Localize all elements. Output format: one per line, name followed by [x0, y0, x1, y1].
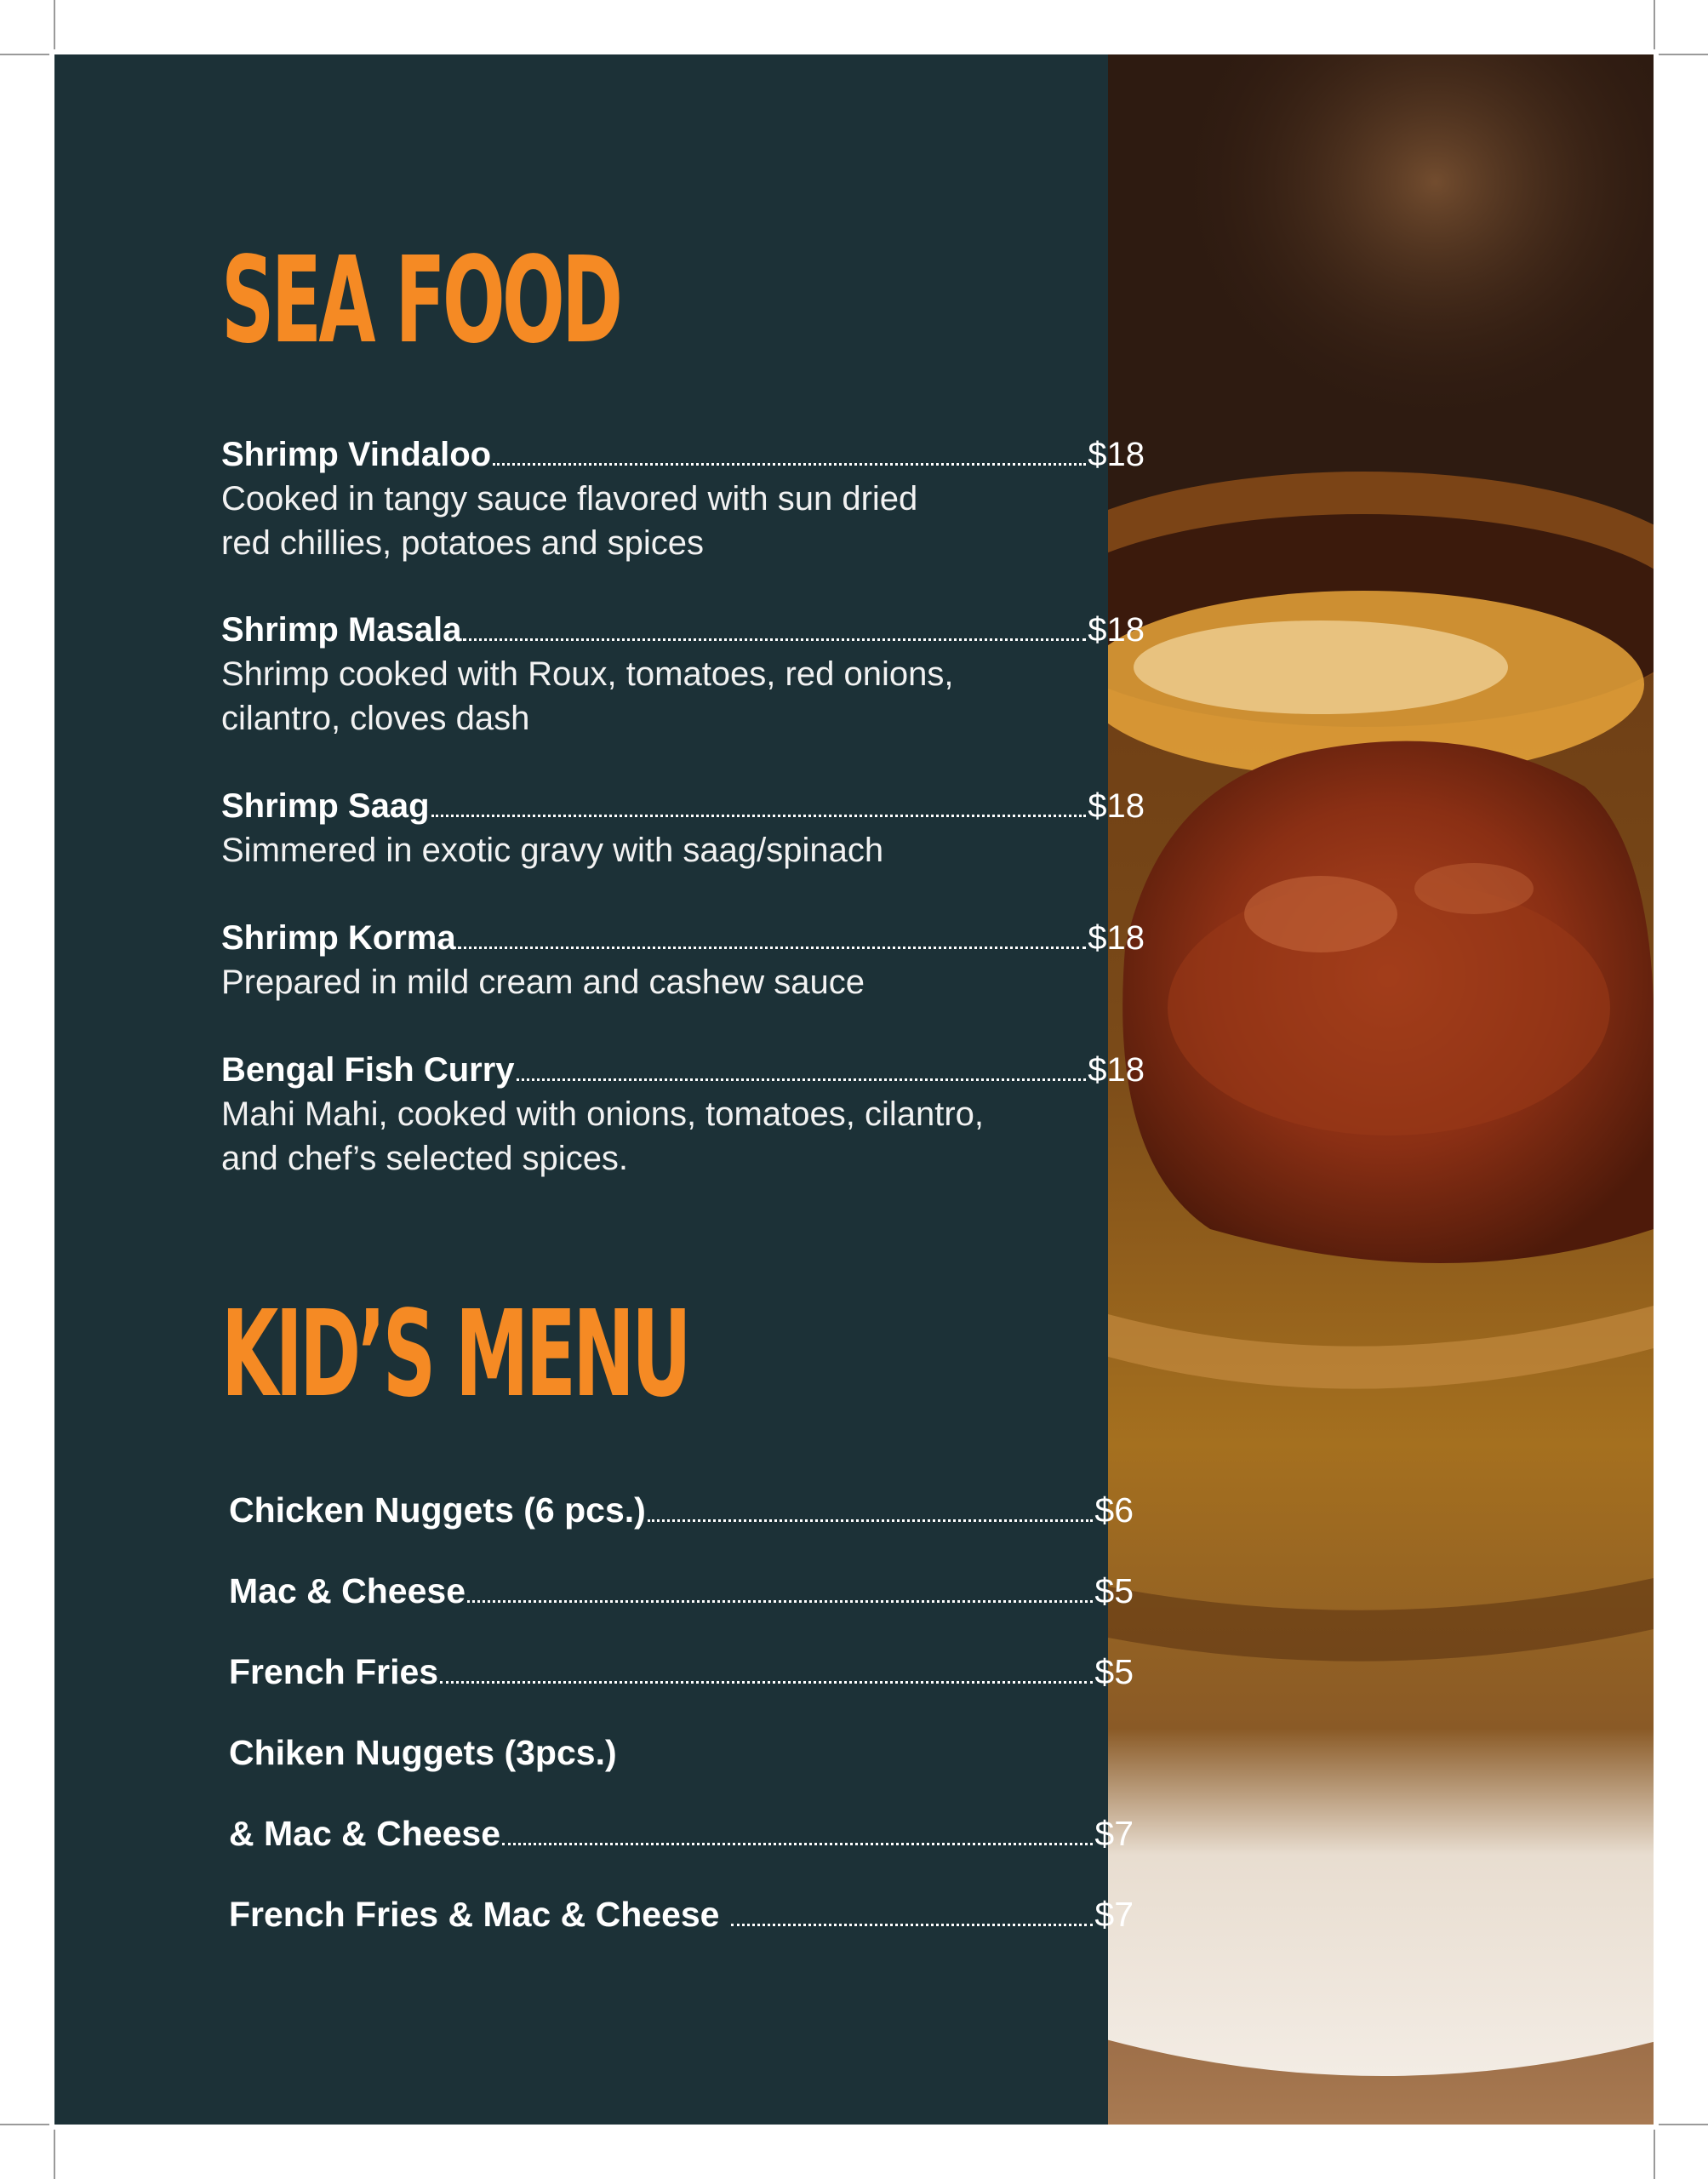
item-price: $18 — [1088, 787, 1145, 825]
menu-item — [221, 784, 1145, 872]
menu-item — [221, 1048, 1145, 1181]
menu-item — [229, 1811, 1134, 1856]
dot-leader — [493, 463, 1086, 466]
menu-item — [229, 1650, 1134, 1694]
dot-leader — [431, 815, 1087, 817]
item-name: Bengal Fish Curry — [221, 1051, 515, 1089]
item-description — [221, 828, 1021, 872]
dot-leader — [458, 947, 1087, 949]
dot-leader — [731, 1924, 1093, 1926]
item-name: Chicken Nuggets (6 pcs.) — [229, 1490, 646, 1530]
item-name: & Mac & Cheese — [229, 1814, 501, 1853]
crop-mark — [1654, 0, 1655, 49]
item-description — [221, 652, 1021, 741]
kids-menu-title: KID’S MENU — [221, 1285, 688, 1424]
menu-item — [229, 1488, 1134, 1532]
crop-mark — [54, 2130, 55, 2179]
item-price: $7 — [1094, 1814, 1134, 1853]
food-photo — [1108, 54, 1654, 2125]
menu-item — [221, 432, 1145, 565]
item-name: Shrimp Saag — [221, 787, 430, 825]
curry-pot-image — [1108, 54, 1654, 2125]
menu-item — [229, 1730, 1134, 1775]
description-line: Prepared in mild cream and cashew sauce — [221, 964, 865, 1001]
description-line: Cooked in tangy sauce flavored with sun dried — [221, 480, 918, 518]
dot-leader — [463, 638, 1086, 641]
item-description — [221, 477, 1021, 565]
description-line: Simmered in exotic gravy with saag/spinach — [221, 832, 884, 869]
crop-mark — [1659, 54, 1708, 55]
menu-item — [229, 1892, 1134, 1936]
menu-page — [54, 54, 1654, 2125]
item-price: $6 — [1094, 1490, 1134, 1530]
crop-mark — [0, 54, 49, 55]
crop-mark — [1659, 2124, 1708, 2125]
menu-item — [229, 1569, 1134, 1613]
description-line: Shrimp cooked with Roux, tomatoes, red onions, — [221, 655, 954, 693]
item-price: $18 — [1088, 919, 1145, 957]
dot-leader — [502, 1843, 1093, 1845]
crop-mark — [1654, 2130, 1655, 2179]
description-line: red chillies, potatoes and spices — [221, 524, 704, 562]
description-line: cilantro, cloves dash — [221, 700, 530, 737]
menu-item — [221, 916, 1145, 1004]
item-description — [221, 1092, 1021, 1181]
dot-leader — [467, 1600, 1093, 1603]
seafood-title: SEA FOOD — [221, 232, 620, 370]
item-price: $18 — [1088, 611, 1145, 649]
item-description — [221, 960, 1021, 1004]
item-name: Shrimp Korma — [221, 919, 456, 957]
item-name: French Fries & Mac & Cheese — [229, 1895, 720, 1934]
dot-leader — [517, 1078, 1087, 1081]
item-name: Mac & Cheese — [229, 1571, 466, 1610]
description-line: and chef’s selected spices. — [221, 1140, 629, 1177]
dot-leader — [440, 1681, 1093, 1684]
item-price: $18 — [1088, 436, 1145, 473]
item-price: $5 — [1094, 1652, 1134, 1691]
description-line: Mahi Mahi, cooked with onions, tomatoes, cilantro, — [221, 1095, 984, 1133]
menu-item — [221, 608, 1145, 741]
item-name: Shrimp Vindaloo — [221, 436, 492, 473]
item-name: Chiken Nuggets (3pcs.) — [229, 1733, 617, 1772]
item-name: French Fries — [229, 1652, 439, 1691]
item-price: $5 — [1094, 1571, 1134, 1610]
item-price: $7 — [1094, 1895, 1134, 1934]
item-price: $18 — [1088, 1051, 1145, 1089]
crop-mark — [54, 0, 55, 49]
crop-mark — [0, 2124, 49, 2125]
item-name: Shrimp Masala — [221, 611, 462, 649]
dot-leader — [648, 1519, 1094, 1522]
